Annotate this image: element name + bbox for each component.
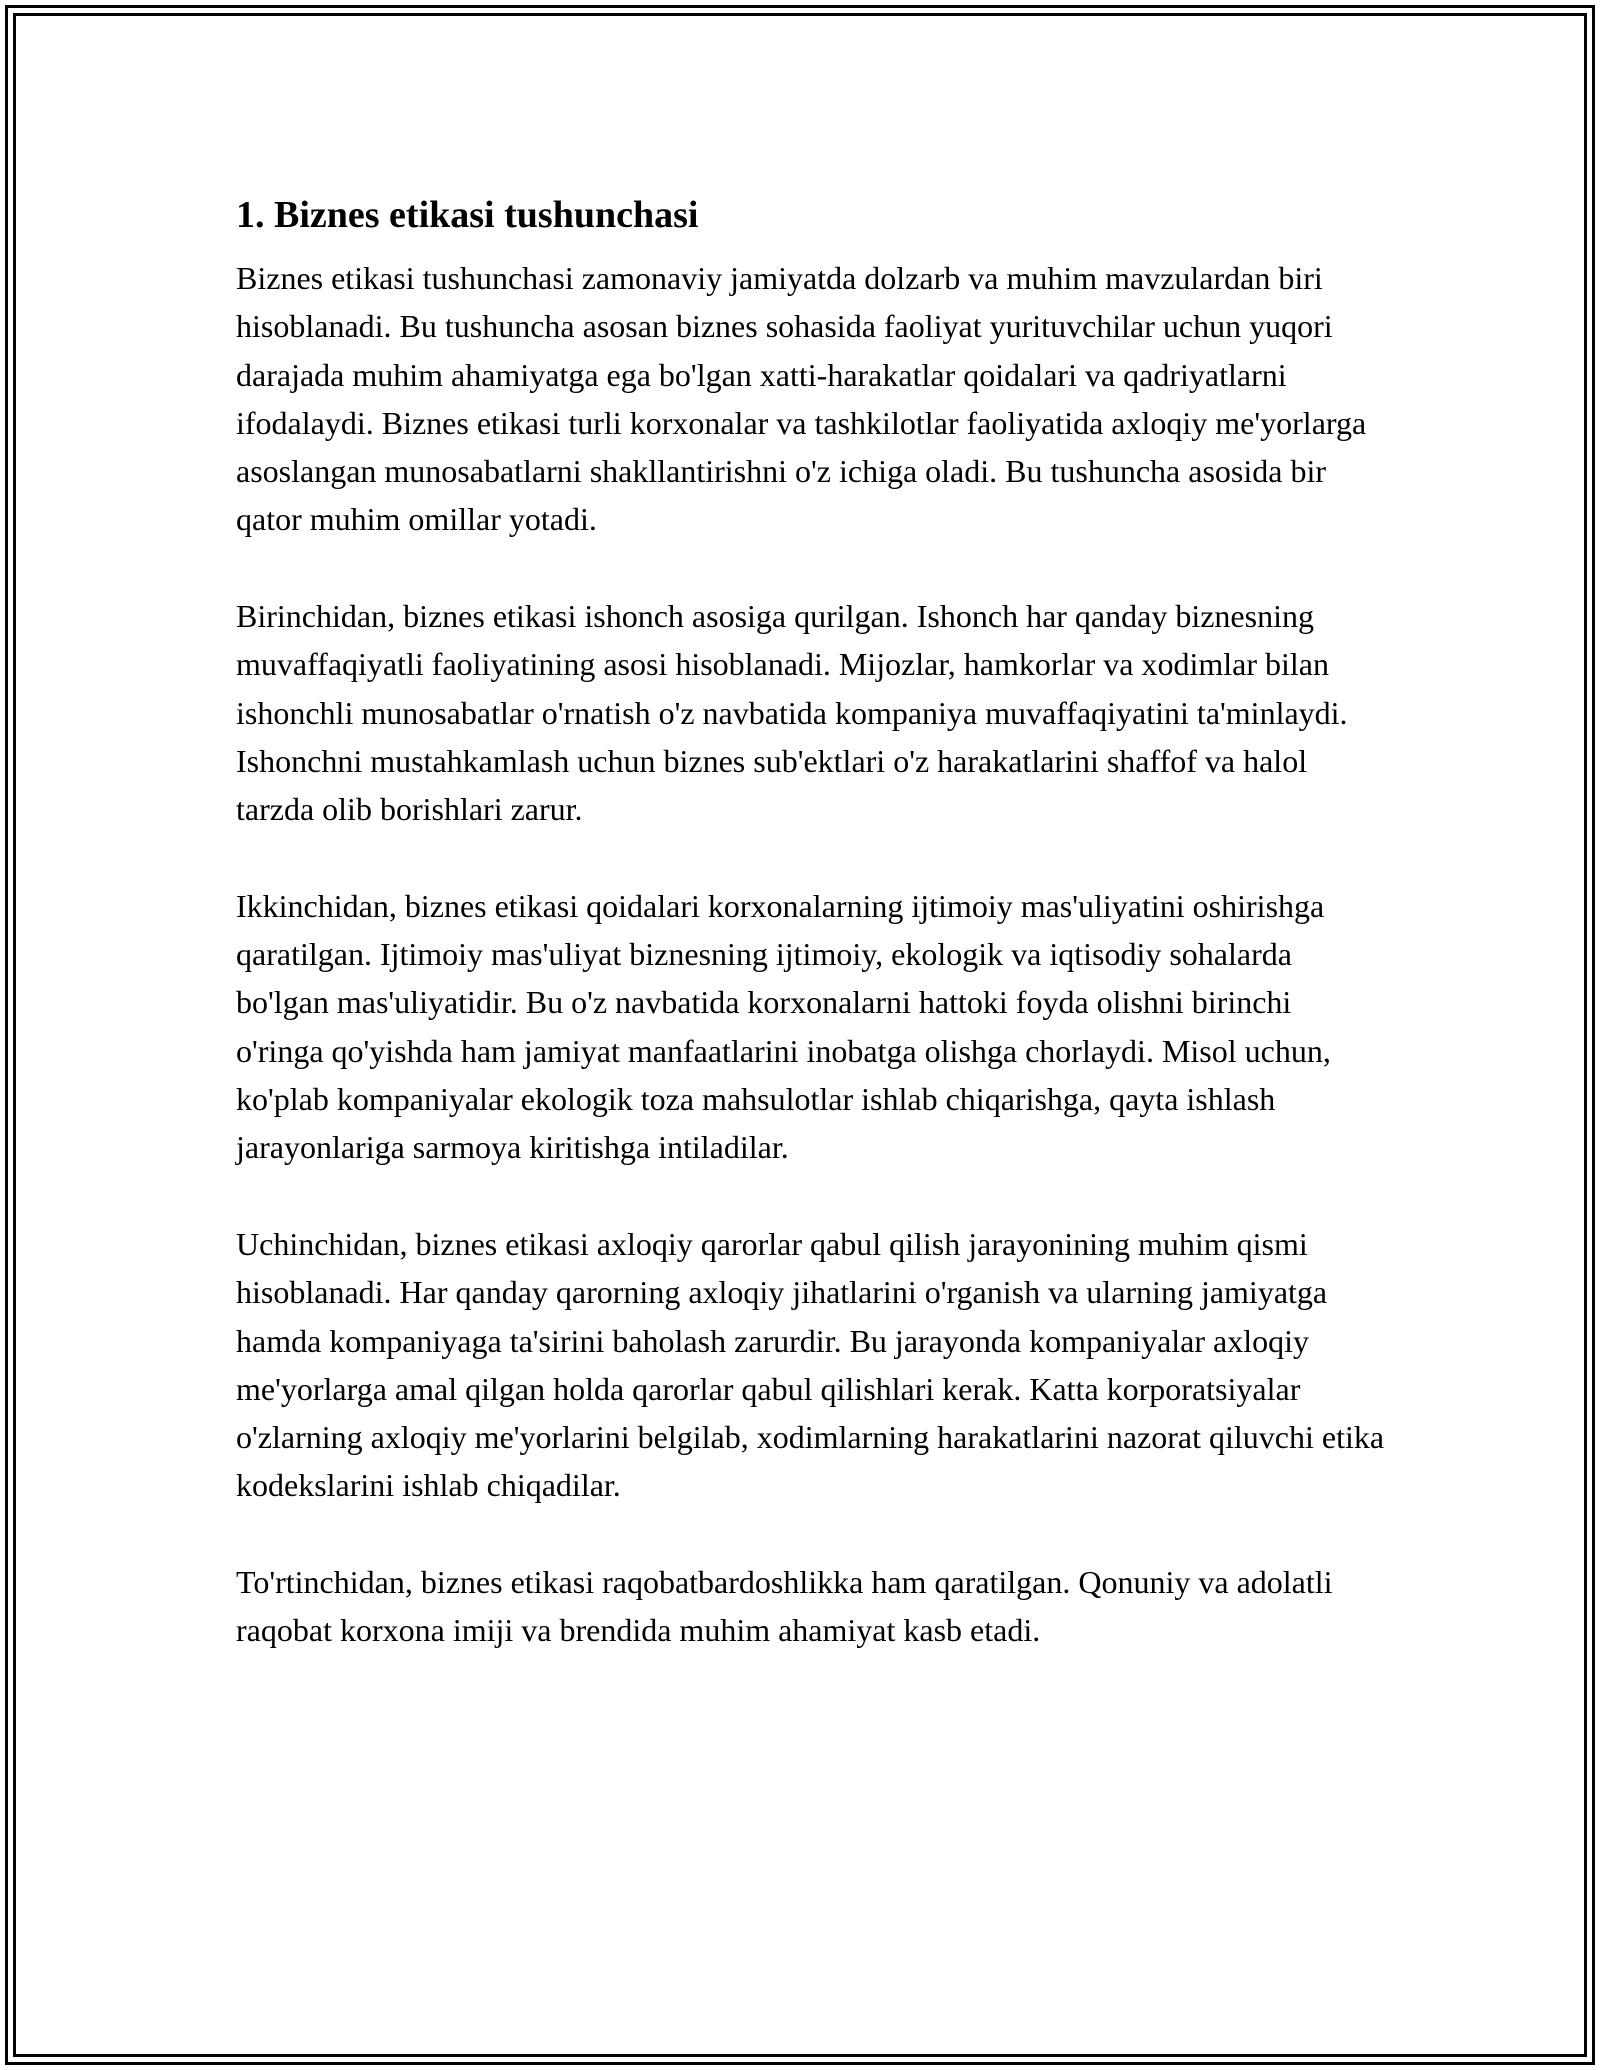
paragraph-first: Birinchidan, biznes etikasi ishonch asosiga qurilgan. Ishonch har qanday biznesning muvaffaqiyatli faoliyatining asosi hisoblanadi. Mijozlar, hamkorlar va xodimlar bilan ishonchli munosabatlar o'rnatish o'z navbatida kompaniya muvaffaqiyatini ta'minlaydi. Ishonchni mustahkamlash uchun biznes sub'ektlari o'z harakatlarini shaffof va halol tarzda olib borishlari zarur. <box>236 598 1348 828</box>
paragraph-third: Uchinchidan, biznes etikasi axloqiy qarorlar qabul qilish jarayonining muhim qismi hisoblanadi. Har qanday qarorning axloqiy jihatlarini o'rganish va ularning jamiyatga hamda kompaniyaga ta'sirini baholash zarurdir. Bu jarayonda kompaniyalar axloqiy me'yorlarga amal qilgan holda qarorlar qabul qilishlari kerak. Katta korporatsiyalar o'zlarning axloqiy me'yorlarini belgilab, xodimlarning harakatlarini nazorat qiluvchi etika kodekslarini ishlab chiqadilar. <box>236 1225 1385 1504</box>
paragraph-second: Ikkinchidan, biznes etikasi qoidalari korxonalarning ijtimoiy mas'uliyatini oshirishga qaratilgan. Ijtimoiy mas'uliyat biznesning ijtimoiy, ekologik va iqtisodiy sohalarda bo'lgan mas'uliyatidir. Bu o'z navbatida korxonalarni hattoki foyda olishni birinchi o'ringa qo'yishda ham jamiyat manfaatlarini inobatga olishga chorlaydi. Misol uchun, ko'plab kompaniyalar ekologik toza mahsulotlar ishlab chiqarishga, qayta ishlash jarayonlariga sarmoya kiritishga intiladilar. <box>236 887 1331 1166</box>
paragraph-intro: Biznes etikasi tushunchasi zamonaviy jamiyatda dolzarb va muhim mavzulardan biri hisoblanadi. Bu tushuncha asosan biznes sohasida faoliyat yurituvchilar uchun yuqori darajada muhim ahamiyatga ega bo'lgan xatti-harakatlar qoidalari va qadriyatlarni ifodalaydi. Biznes etikasi turli korxonalar va tashkilotlar faoliyatida axloqiy me'yorlarga asoslangan munosabatlarni shakllantirishni o'z ichiga oladi. Bu tushuncha asosida bir qator muhim omillar yotadi. <box>236 260 1367 538</box>
paragraph-fourth: To'rtinchidan, biznes etikasi raqobatbardoshlikka ham qaratilgan. Qonuniy va adolatli raqobat korxona imiji va brendida muhim ahamiyat kasb etadi. <box>236 1564 1333 1649</box>
document-body <box>236 188 1386 1703</box>
section-heading: 1. Biznes etikasi tushunchasi <box>236 194 699 236</box>
